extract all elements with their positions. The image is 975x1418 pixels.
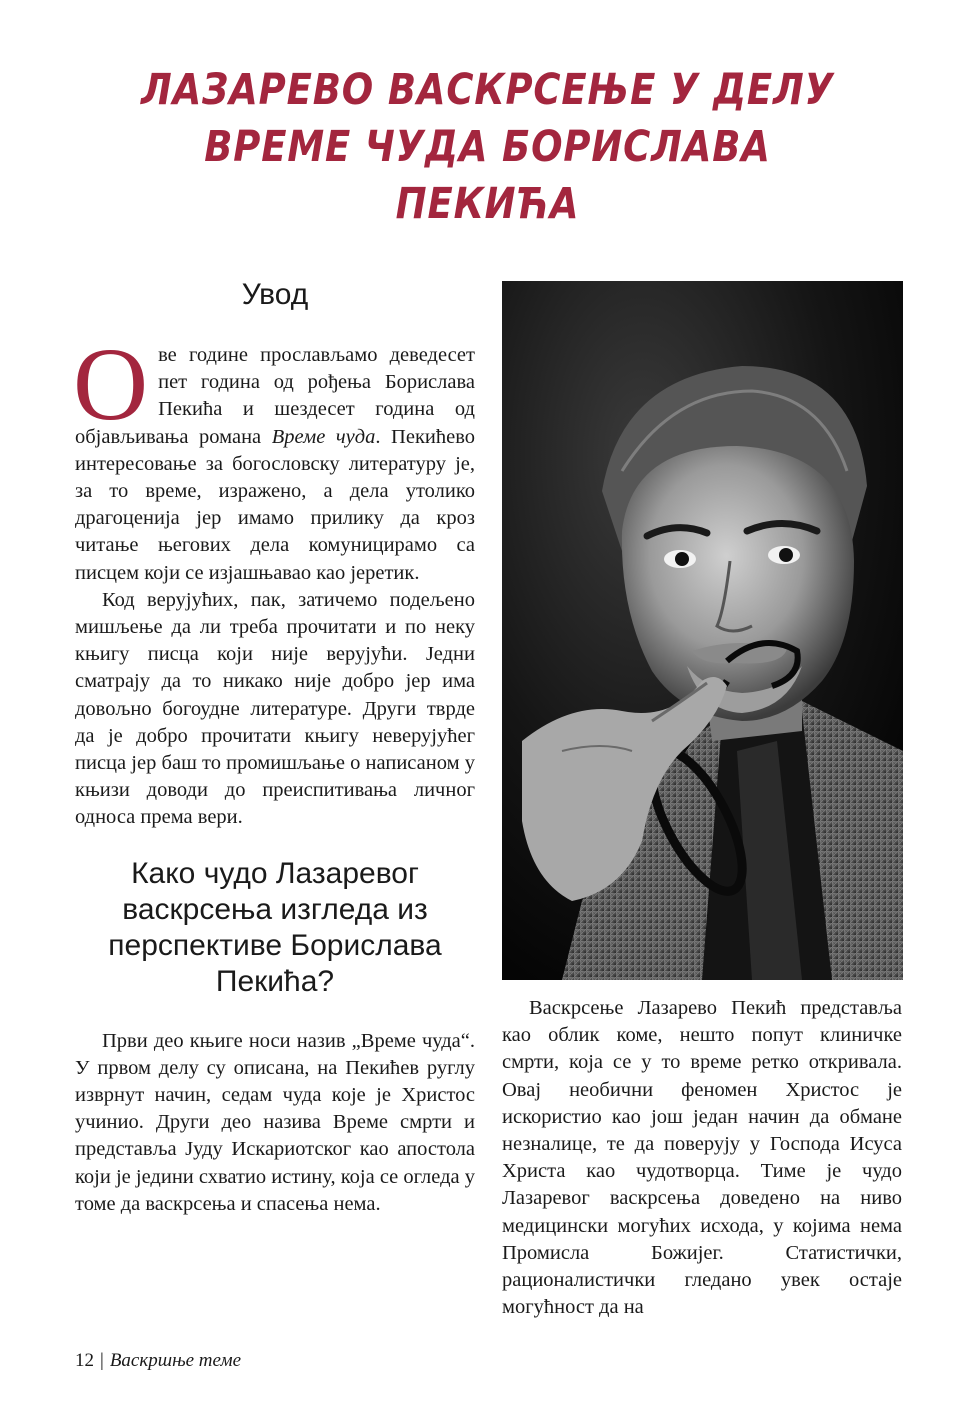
intro-paragraph-1 — [73, 327, 476, 587]
intro-paragraph-2: Код верујућих, пак, затичемо подељено мишљење да ли треба прочитати и по неку књигу писца који није верујући. Једни сматрају да то никако није добро јер има довољно богоудне литературе. Други тврде да је добро прочитати књигу неверујућег писца јер баш то промишљање о написаном у књизи доводи до преиспитивања личног односа према вери. — [75, 588, 475, 829]
footer-separator: | — [100, 1350, 104, 1371]
portrait-illustration — [502, 281, 903, 980]
title-line-2: ВРЕМЕ ЧУДА БОРИСЛАВА ПЕКИЋА — [204, 122, 771, 229]
title-line-1: ЛАЗАРЕВО ВАСКРСЕЊЕ У ДЕЛУ — [141, 65, 834, 115]
section-paragraph-1: Први део књиге носи назив „Време чуда“. У првом делу су описана, на Пекићев руглу изврнут начин, седам чуда које је Христос учинио. Други део назива Време смрти и представља Јуду Искариотског као апостола који је једини схватио истину, која се огледа у томе да васкрсења и спасења нема. — [75, 1029, 475, 1215]
drop-cap: О — [73, 327, 149, 442]
author-portrait-photo — [502, 281, 903, 980]
p1-text-b: . Пекићево интересовање за богословску литературу је, за то време, изражено, а дела утолико драгоценија јер имамо прилику да кроз читање његових дела комуницирамо са писцем који се изјашњавао као јеретик. — [75, 425, 476, 584]
intro-heading: Увод — [241, 278, 309, 311]
section-paragraph-2: Васкрсење Лазарево Пекић представља као облик коме, нешто попут клиничке смрти, која се у то време ретко откривала. Овај необични феномен Христос је искористио као још један начин да обмане незналице, те да поверују у Господа Исуса Христа као чудотворца. Тиме је чудо Лазаревог васкрсења доведено на ниво медицински могућих исхода, у којима нема Промисла Божијег. Статистички, рационалистички гледано увек остаје могућност да на — [502, 997, 902, 1319]
magazine-name: Васкршње теме — [109, 1350, 242, 1371]
novel-title: Време чуда — [271, 425, 376, 448]
page-number: 12 — [75, 1350, 94, 1371]
article-title — [120, 62, 855, 233]
left-column — [75, 270, 475, 1218]
section-heading: Како чудо Лазаревог васкрсења изгледа из перспективе Борислава Пекића? — [108, 856, 442, 998]
p1-text-a: ве године прослављамо деведесет пет година од рођења Борислава Пекића и шездесет година од објављивања романа — [75, 344, 475, 448]
page-footer — [75, 1350, 241, 1372]
right-column — [502, 995, 902, 1321]
